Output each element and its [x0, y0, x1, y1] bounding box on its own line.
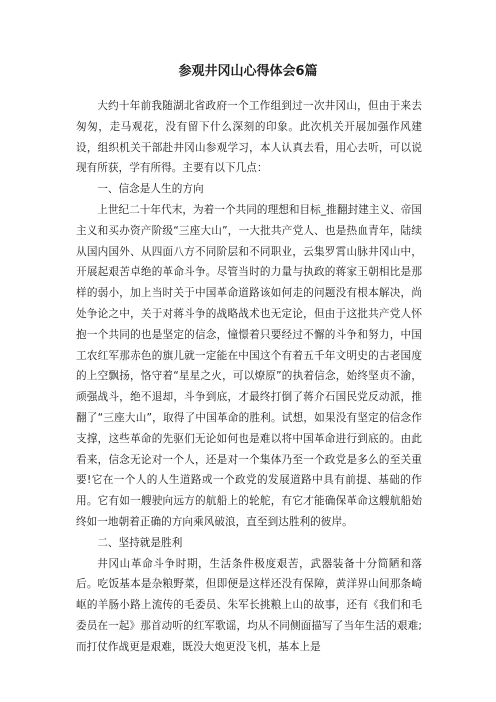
section-heading-2: 二、坚持就是胜利	[97, 536, 183, 549]
paragraph-intro: 大约十年前我随湖北省政府一个工作组到过一次井冈山，但由于来去匆匆，走马观花，没有留下什么深刻的印象。此次机关开展加强作风建设，组织机关干部赴井冈山参观学习，本人认真去看，用心去听，可以说现有所获，学有所得。主要有以下几点：	[76, 100, 422, 175]
section-heading-1: 一、信念是人生的方向	[97, 183, 204, 196]
paragraph-belief: 上世纪二十年代末，为着一个共同的理想和目标_推翻封建主义、帝国主义和买办资产阶级“三座大山”，一大批共产党人、也是热血青年，陆续从国内国外、从四面八方不同阶层和不同职业，云集罗霄山脉井冈山中，开展起艰苦卓绝的革命斗争。尽管当时的力量与执政的蒋家王朝相比是那样的弱小，加上当时关于中国革命道路该如何走的问题没有根本解决，尚处争论之中，关于对蒋斗争的战略战术也无定论，但由于这批共产党人怀抱一个共同的也是坚定的信念，憧憬着只要经过不懈的斗争和努力，中国工农红军那赤色的旗儿就一定能在中国这个有着五千年文明史的古老国度的上空飘扬，恪守着“星星之火，可以燎原”的执着信念，始终坚贞不渝，顽强战斗，绝不退却，斗争到底，才最终打倒了蒋介石国民党反动派，推翻了“三座大山”，取得了中国革命的胜利。试想，如果没有坚定的信念作支撑，这些革命的先驱们无论如何也是难以将中国革命进行到底的。由此看来，信念无论对一个人，还是对一个集体乃至一个政党是多么的至关重要!它在一个人的人生道路或一个政党的发展道路中具有前提、基础的作用。它有如一艘驶向远方的航船上的轮舵，有它才能确保革命这艘航船始终如一地朝着正确的方向乘风破浪，直至到达胜利的彼岸。	[76, 203, 422, 528]
paragraph-persistence: 井冈山革命斗争时期，生活条件极度艰苦，武器装备十分简陋和落后。吃饭基本是杂粮野菜，但即便是这样还没有保障，黄洋界山间那条崎岖的羊肠小路上流传的毛委员、朱军长挑粮上山的故事，还有《我们和毛委员在一起》那首动听的红军歌谣，均从不同侧面描写了当年生活的艰难;而打仗作战更是艰难，既没大炮更没飞机，基本上是	[76, 557, 422, 653]
document-title: 参观井冈山心得体会6篇	[178, 64, 318, 79]
document-body	[76, 96, 422, 658]
